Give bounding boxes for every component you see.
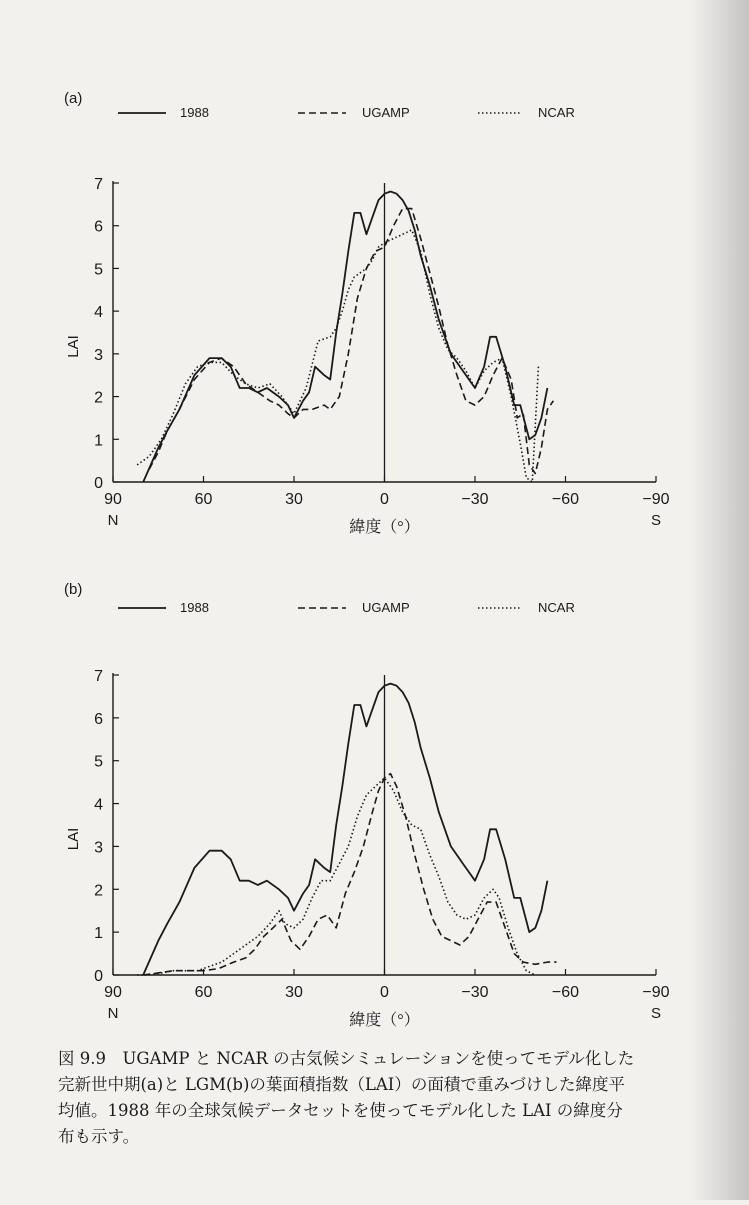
x-axis-title: 緯度（°） [349,1012,420,1029]
y-tick-label: 2 [94,389,103,407]
caption-line-1: 図 9.9 UGAMP と NCAR の古気候シミュレーションを使ってモデル化した [58,1049,635,1068]
x-direction-north: N [107,1005,119,1022]
y-tick-label: 7 [94,176,103,193]
legend-label-1988: 1988 [180,600,209,615]
series-line-ncar [137,778,535,975]
y-axis-title: LAI [65,335,82,358]
chart-panel-a [64,90,670,536]
page-edge-shadow [689,0,749,1200]
x-tick-label: 30 [285,984,303,1001]
y-tick-label: 6 [94,710,103,728]
legend-label-ncar: NCAR [538,600,575,615]
caption-line-3: 均値。1988 年の全球気候データセットを使ってモデル化した LAI の緯度分 [58,1101,623,1120]
y-tick-label: 3 [94,346,103,364]
x-axis-title: 緯度（°） [349,519,420,536]
legend-label-1988: 1988 [180,105,209,120]
figure-caption [58,1046,698,1150]
legend-label-ugamp: UGAMP [362,600,410,615]
chart-panel-b [64,581,670,1029]
x-tick-label: −60 [551,984,580,1001]
y-tick-label: 1 [94,925,103,943]
caption-line-2: 完新世中期(a)と LGM(b)の葉面積指数（LAI）の面積で重みづけした緯度平 [58,1075,625,1094]
x-tick-label: 60 [194,491,213,508]
y-tick-label: 0 [94,968,103,985]
x-tick-label: −90 [642,491,670,508]
x-tick-label: −60 [551,491,580,508]
x-tick-label: −30 [461,984,489,1001]
y-tick-label: 5 [94,261,103,279]
x-direction-south: S [650,1005,662,1022]
y-tick-label: 7 [94,668,103,685]
panel-label: (b) [64,581,83,598]
x-tick-label: 0 [380,984,389,1001]
y-tick-label: 6 [94,218,103,236]
x-tick-label: 0 [380,491,389,508]
series-line-ugamp [143,774,556,975]
x-tick-label: 90 [104,984,122,1001]
series-line-ugamp [149,209,553,474]
y-axis-title: LAI [65,827,82,851]
x-tick-label: 90 [104,491,122,508]
x-tick-label: 60 [194,984,213,1001]
y-tick-label: 0 [94,475,103,492]
y-tick-label: 1 [94,432,103,450]
legend-label-ugamp: UGAMP [362,105,410,120]
x-direction-south: S [650,512,662,529]
panel-label: (a) [64,90,83,107]
legend-label-ncar: NCAR [538,105,575,120]
x-tick-label: −90 [642,984,670,1001]
x-direction-north: N [107,512,119,529]
y-tick-label: 3 [94,839,103,857]
y-tick-label: 2 [94,882,103,900]
series-line-ncar [137,230,538,482]
series-line-1988 [143,192,547,483]
y-tick-label: 4 [94,304,103,322]
series-line-1988 [143,684,547,975]
y-tick-label: 4 [94,796,103,814]
x-tick-label: 30 [285,491,303,508]
caption-line-4: 布も示す。 [58,1127,140,1146]
x-tick-label: −30 [461,491,489,508]
y-tick-label: 5 [94,753,103,771]
